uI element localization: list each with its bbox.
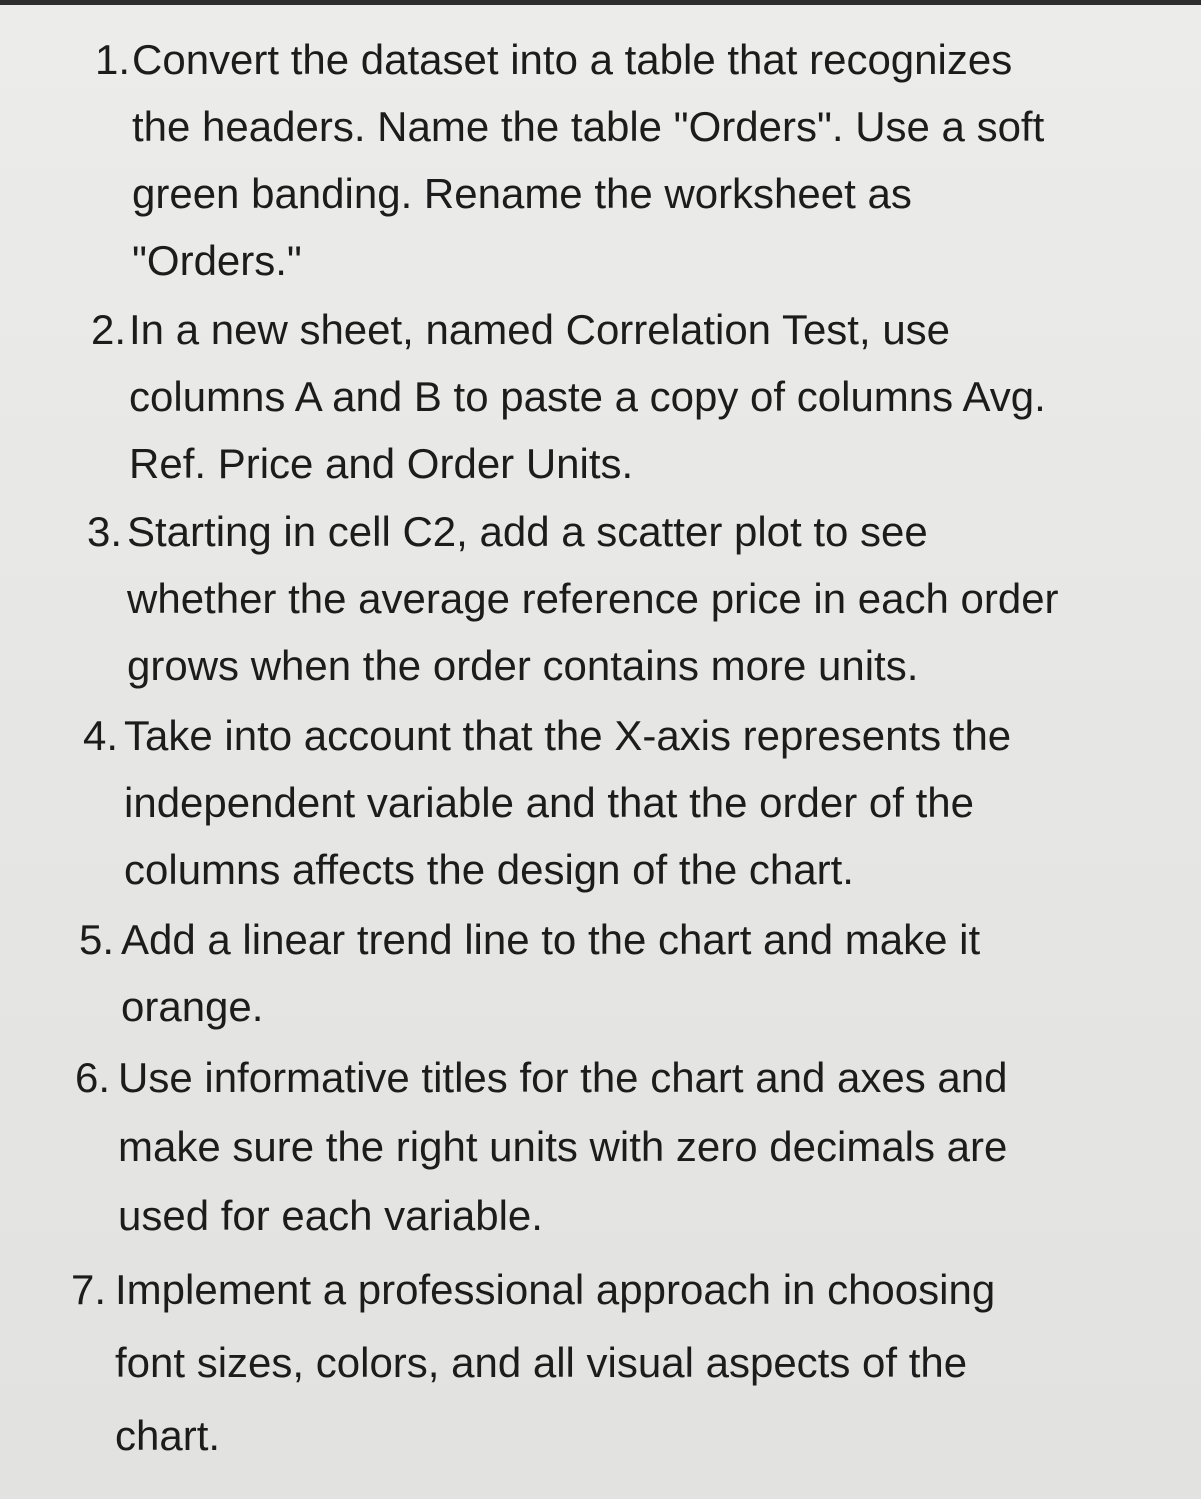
text-line: columns affects the design of the chart. — [124, 846, 854, 893]
text-line: In a new sheet, named Correlation Test, use — [129, 306, 951, 353]
text-line: font sizes, colors, and all visual aspects of the — [115, 1339, 968, 1386]
text-line: Use informative titles for the chart and axes and — [118, 1054, 1008, 1101]
text-line: the headers. Name the table "Orders". Use a soft — [132, 103, 1045, 150]
text-line: orange. — [121, 983, 264, 1030]
text-line: Take into account that the X-axis represents the — [124, 712, 1012, 759]
item-number: 6. — [74, 1054, 110, 1101]
item-number: 5. — [78, 916, 114, 963]
item-number: 7. — [70, 1266, 106, 1313]
text-line: Convert the dataset into a table that recognizes — [132, 36, 1013, 83]
text-line: grows when the order contains more units. — [127, 642, 919, 689]
item-text — [124, 702, 1184, 903]
text-line: whether the average reference price in each order — [127, 575, 1059, 622]
text-line: Ref. Price and Order Units. — [129, 440, 634, 487]
item-number: 1. — [94, 36, 130, 83]
item-number: 3. — [86, 508, 122, 555]
text-line: used for each variable. — [118, 1192, 543, 1239]
item-text — [127, 498, 1187, 699]
item-text — [115, 1256, 1175, 1475]
item-number: 4. — [82, 712, 118, 759]
text-line: make sure the right units with zero decimals are — [118, 1123, 1008, 1170]
item-number: 2. — [90, 306, 126, 353]
text-line: "Orders." — [132, 237, 302, 284]
item-text — [129, 296, 1189, 497]
item-text — [121, 906, 1181, 1040]
text-line: Starting in cell C2, add a scatter plot to see — [127, 508, 928, 555]
text-line: Add a linear trend line to the chart and make it — [121, 916, 981, 963]
text-line: independent variable and that the order of the — [124, 779, 974, 826]
text-line: chart. — [115, 1412, 221, 1459]
item-text — [118, 1044, 1178, 1251]
text-line: columns A and B to paste a copy of columns Avg. — [129, 373, 1046, 420]
text-line: Implement a professional approach in choosing — [115, 1266, 996, 1313]
item-text — [132, 26, 1192, 294]
text-line: green banding. Rename the worksheet as — [132, 170, 912, 217]
screen-top-edge — [0, 0, 1201, 5]
